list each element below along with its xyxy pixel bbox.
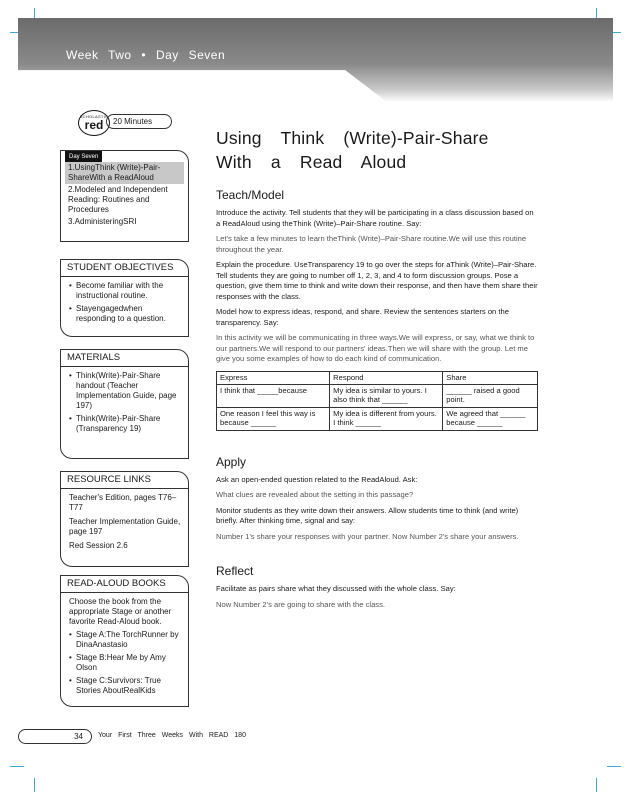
table-header: Share (443, 371, 538, 384)
resource-link: Teacher Implementation Guide, page 197 (69, 517, 181, 536)
logo-top-text: SCHOLASTIC (79, 114, 109, 119)
table-cell: I think that _____because (217, 384, 330, 407)
teach-say-text: In this activity we will be communicating in three ways.We will express, or say, what we think to our partners.We will respond to our partners' ideas.Then we will share with the group. Let me give you some examples of how to do each kind of communication. (216, 333, 535, 363)
apply-paragraph: Ask an open-ended question related to the ReadAloud. Ask: (216, 474, 418, 484)
teach-paragraph: Introduce the activity. Tell students that they will be participating in a class discussion based on a ReadAloud using theThink (Write)–Pair-Share routine. Say: (216, 208, 534, 228)
table-row (217, 384, 538, 407)
material-item: • Think(Write)-Pair-Share handout (Teacher Implementation Guide, page 197) (69, 371, 182, 411)
read-aloud-books-box (60, 575, 189, 707)
table-cell: ______ raised a good point. (443, 384, 538, 407)
book-item: • Stage A:The TorchRunner by DinaAnastasio (69, 630, 182, 650)
day-item-active: 1.UsingThink (Write)-Pair-ShareWith a ReadAloud (65, 162, 184, 184)
crop-mark (10, 766, 24, 767)
readaloud-intro: Choose the book from the appropriate Stage or another favorite Read-Aloud book. (69, 597, 172, 626)
crop-mark (34, 778, 35, 792)
objective-item: • Become familiar with the instructional routine. (69, 281, 182, 301)
sentence-starters-table (216, 371, 538, 431)
footer-text: Your First Three Weeks With READ 180 (98, 732, 246, 739)
student-objectives-box (60, 259, 189, 337)
minutes-pill: 20 Minutes (106, 114, 172, 129)
day-tab: Day Seven (65, 151, 102, 163)
book-item: • Stage C:Survivors: True Stories AboutRealKids (69, 676, 182, 696)
day-item: 3.AdministeringSRI (68, 217, 137, 226)
apply-say-text: What clues are revealed about the setting in this passage? (216, 490, 414, 499)
logo-main-text: red (84, 118, 104, 132)
table-header: Express (217, 371, 330, 384)
table-row (217, 407, 538, 430)
materials-title: MATERIALS (61, 350, 188, 367)
main-content (216, 126, 538, 615)
day-activity-list (65, 162, 184, 228)
resource-link: Teacher's Edition, pages T76–T77 (69, 493, 177, 512)
day-item: 2.Modeled and Independent Reading: Routines and Procedures (68, 185, 168, 214)
materials-box (60, 349, 189, 459)
resources-title: RESOURCE LINKS (61, 472, 188, 489)
teach-paragraph: Model how to express ideas, respond, and share. Review the sentences starters on the transparency. Say: (216, 307, 509, 327)
objective-item: • Stayengagedwhen responding to a question. (69, 304, 182, 324)
table-cell: My idea is similar to yours. I also think that ______ (330, 384, 443, 407)
reflect-say-text: Now Number 2's are going to share with the class. (216, 599, 386, 609)
material-item: • Think(Write)-Pair-Share (Transparency 19) (69, 414, 182, 434)
crop-mark (596, 778, 597, 792)
apply-say-text: Number 1's share your responses with your partner. Now Number 2's share your answers. (216, 531, 519, 541)
teach-model-heading: Teach/Model (216, 188, 285, 202)
teach-paragraph: Explain the procedure. UseTransparency 19 to go over the steps for aThink (Write)–Pair-Share. Tell students they are going to number off 1, 2, 3, and 4 to form discussion groups. Pose a question, give them time to think and write down their response, and then have them share their responses with the class. (216, 260, 538, 301)
table-cell: One reason I feel this way is because ______ (217, 407, 330, 430)
table-header: Respond (330, 371, 443, 384)
crop-mark (607, 766, 621, 767)
day-seven-box (60, 150, 189, 242)
apply-heading: Apply (216, 454, 247, 469)
reflect-heading: Reflect (216, 564, 254, 578)
readaloud-title: READ-ALOUD BOOKS (61, 576, 188, 593)
reflect-paragraph: Facilitate as pairs share what they discussed with the whole class. Say: (216, 584, 456, 593)
table-cell: We agreed that ______ because ______ (443, 407, 538, 430)
apply-paragraph: Monitor students as they write down their answers. Allow students time to think (and write) briefly. After thinking time, signal and say: (216, 505, 519, 525)
header-week-day: Week Two • Day Seven (66, 48, 226, 62)
book-item: • Stage B:Hear Me by Amy Olson (69, 653, 182, 673)
resource-links-box (60, 471, 189, 567)
objectives-title: STUDENT OBJECTIVES (61, 260, 188, 277)
resource-link: Red Session 2.6 (69, 541, 128, 550)
page-number: 34 (18, 729, 92, 744)
lesson-title: Using Think (Write)-Pair-Share With a Read Aloud (216, 128, 489, 172)
table-cell: My idea is different from yours. I think ______ (330, 407, 443, 430)
logo-row (78, 110, 174, 136)
teach-say-text: Let's take a few minutes to learn theThink (Write)–Pair-Share routine.We will use this routine throughout the year. (216, 234, 527, 254)
